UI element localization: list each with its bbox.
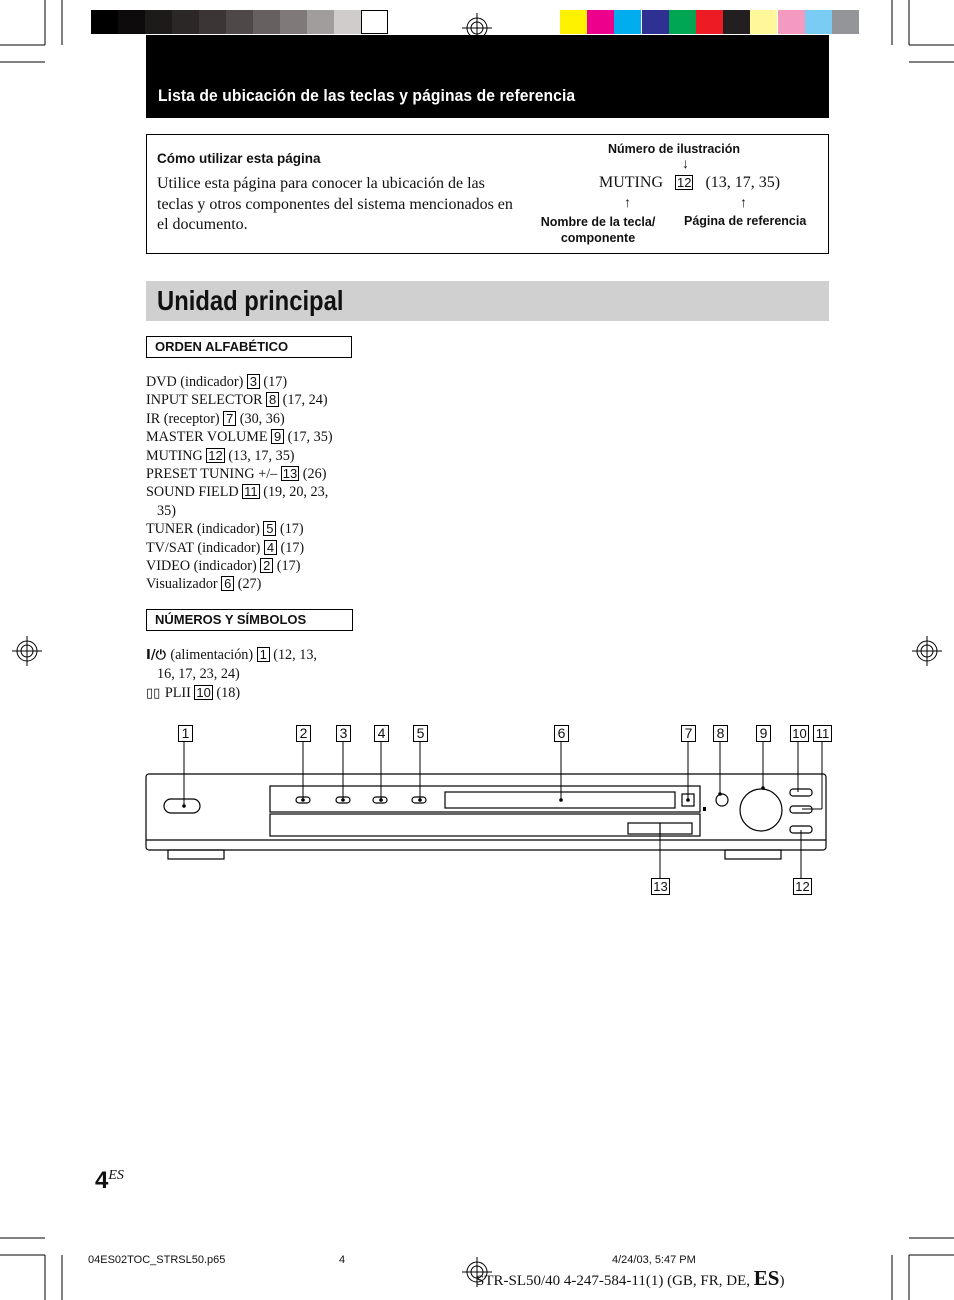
item-number: 8	[266, 392, 279, 407]
gray-swatch	[145, 10, 172, 34]
list-item-line	[146, 520, 333, 538]
item-name: TUNER (indicador)	[146, 521, 260, 538]
color-swatch	[669, 10, 696, 34]
list-item	[146, 646, 317, 684]
arrow-down-icon: ↓	[682, 157, 689, 172]
gray-swatch	[361, 10, 388, 34]
item-pages: (17)	[263, 374, 288, 390]
item-name: PLII	[164, 684, 191, 701]
item-pages: (17, 35)	[287, 429, 333, 446]
list-item-line	[146, 410, 333, 428]
alphabetical-heading: ORDEN ALFABÉTICO	[146, 336, 352, 358]
item-number: 10	[196, 684, 211, 700]
page-language-suffix: ES	[108, 1168, 124, 1183]
list-item-line	[146, 373, 333, 391]
footer-lang: ES	[753, 1266, 780, 1290]
item-name: MASTER VOLUME	[146, 429, 268, 446]
item-name: TV/SAT (indicador)	[146, 539, 261, 556]
item-name: PRESET TUNING +/–	[146, 466, 278, 483]
item-number: 13	[282, 466, 298, 482]
ref-page-label: Página de referencia	[684, 214, 807, 228]
callout-11: 11	[813, 725, 832, 742]
item-pages: (17)	[280, 539, 305, 556]
usage-title: Cómo utilizar esta página	[157, 151, 321, 166]
item-pages-continued: 16, 17, 23, 24)	[157, 666, 240, 683]
item-pages: (27)	[237, 576, 262, 593]
item-pages: (17)	[279, 521, 304, 538]
footer-model-text: STR-SL50/40 4-247-584-11(1) (GB, FR, DE,	[476, 1273, 751, 1289]
list-item	[146, 391, 333, 409]
list-item	[146, 483, 333, 520]
arrow-up-icon: ↑	[624, 196, 631, 211]
color-swatch	[832, 10, 859, 34]
color-swatch	[750, 10, 777, 34]
gray-swatch	[307, 10, 334, 34]
color-swatch	[778, 10, 805, 34]
color-swatch	[805, 10, 832, 34]
item-number: 9	[271, 429, 284, 444]
item-number: 7	[223, 411, 236, 426]
item-pages-continued: 35)	[157, 502, 176, 519]
list-item	[146, 539, 333, 557]
footer-close: )	[779, 1273, 785, 1289]
list-item-line	[146, 557, 333, 575]
callout-1: 1	[178, 725, 193, 742]
color-swatch	[614, 10, 641, 34]
item-number: 5	[263, 521, 276, 536]
item-number: 12	[208, 447, 223, 463]
list-item-line	[146, 646, 317, 665]
gray-swatch	[118, 10, 145, 34]
list-item-line	[146, 684, 317, 703]
callout-10: 10	[790, 725, 809, 742]
input-selector-knob	[716, 794, 728, 806]
item-name: IR (receptor)	[146, 410, 220, 427]
registration-mark-left	[12, 636, 42, 666]
list-item-line	[146, 447, 333, 465]
item-pages: (13, 17, 35)	[228, 447, 295, 464]
section-title: Unidad principal	[157, 285, 344, 316]
item-pages: (18)	[216, 684, 241, 701]
list-item	[146, 465, 333, 483]
callout-12: 12	[793, 878, 812, 895]
gray-swatch	[280, 10, 307, 34]
example-line	[599, 174, 780, 192]
usage-body: Utilice esta página para conocer la ubicación de las teclas y otros componentes del sistema mencionados en el documento.	[157, 175, 513, 233]
item-pages: (26)	[302, 466, 327, 483]
key-name-label-line2: componente	[560, 231, 636, 245]
gray-swatch	[334, 10, 361, 34]
key-name-label-line1: Nombre de la tecla/	[540, 215, 656, 229]
item-name: Visualizador	[146, 576, 218, 593]
gray-swatch	[226, 10, 253, 34]
item-number: 2	[260, 558, 273, 573]
item-pages: (17)	[276, 558, 301, 575]
color-swatch	[642, 10, 669, 34]
list-item	[146, 557, 333, 575]
example-number: 12	[677, 175, 692, 190]
gray-swatch	[172, 10, 199, 34]
key-name-label	[534, 214, 662, 246]
list-item	[146, 575, 333, 593]
item-pages: (17, 24)	[282, 392, 328, 409]
list-item	[146, 428, 333, 446]
callout-2: 2	[296, 725, 311, 742]
callout-3: 3	[336, 725, 351, 742]
item-number: 3	[247, 374, 260, 389]
callout-9: 9	[756, 725, 771, 742]
example-key: MUTING	[599, 174, 663, 191]
footer-date: 4/24/03, 5:47 PM	[612, 1254, 696, 1266]
list-item	[146, 410, 333, 428]
callout-6: 6	[554, 725, 569, 742]
item-number: 4	[264, 540, 277, 555]
left-foot	[168, 850, 224, 859]
list-item-line	[146, 465, 333, 483]
registration-mark-right	[912, 636, 942, 666]
symbols-list	[146, 646, 317, 703]
gray-swatch	[253, 10, 280, 34]
page-number	[95, 1167, 124, 1195]
list-item-line	[146, 483, 333, 501]
list-item	[146, 373, 333, 391]
footer-model	[476, 1266, 784, 1291]
list-item	[146, 520, 333, 538]
color-swatch	[587, 10, 614, 34]
callout-13: 13	[651, 878, 670, 895]
page-header-title: Lista de ubicación de las teclas y páginas de referencia	[158, 86, 576, 105]
page-number-value: 4	[95, 1167, 109, 1194]
item-number: 1	[257, 647, 270, 662]
callout-7: 7	[681, 725, 696, 742]
master-volume-knob	[740, 789, 782, 831]
callout-5: 5	[413, 725, 428, 742]
item-name: SOUND FIELD	[146, 484, 239, 501]
item-pages: (30, 36)	[239, 410, 285, 427]
arrow-up-icon: ↑	[740, 196, 747, 211]
plii-button	[790, 789, 812, 796]
item-name: MUTING	[146, 447, 203, 464]
list-item-line	[146, 539, 333, 557]
gray-swatch	[199, 10, 226, 34]
item-name: VIDEO (indicador)	[146, 558, 257, 575]
item-pages: (12, 13,	[273, 647, 317, 663]
gray-swatch	[91, 10, 118, 34]
example-pages: (13, 17, 35)	[705, 174, 781, 191]
lower-panel-frame	[270, 814, 700, 836]
footer-file: 04ES02TOC_STRSL50.p65	[88, 1254, 226, 1266]
item-number: 11	[244, 484, 258, 500]
callout-4: 4	[374, 725, 389, 742]
list-item	[146, 447, 333, 465]
callout-8: 8	[713, 725, 728, 742]
item-pages: (19, 20, 23,	[263, 484, 329, 501]
illustration-number-label: Número de ilustración	[608, 142, 740, 156]
item-name: INPUT SELECTOR	[146, 392, 263, 409]
item-name: DVD (indicador)	[146, 374, 244, 390]
right-foot	[725, 850, 781, 859]
list-item-line	[146, 575, 333, 593]
color-swatch	[723, 10, 750, 34]
receiver-front-panel-illustration	[140, 720, 840, 900]
symbols-heading: NÚMEROS Y SÍMBOLOS	[146, 609, 353, 631]
color-swatch	[560, 10, 587, 34]
list-item-line	[146, 391, 333, 409]
list-item-line	[146, 428, 333, 446]
power-button	[164, 799, 200, 813]
alphabetical-list	[146, 373, 333, 594]
power-icon: I/⏻	[146, 648, 171, 663]
color-swatch	[696, 10, 723, 34]
dolby-icon: ▯▯	[146, 685, 165, 701]
list-item	[146, 684, 317, 703]
footer-page: 4	[339, 1254, 346, 1266]
item-number: 6	[221, 576, 234, 591]
item-name: (alimentación)	[170, 647, 254, 663]
